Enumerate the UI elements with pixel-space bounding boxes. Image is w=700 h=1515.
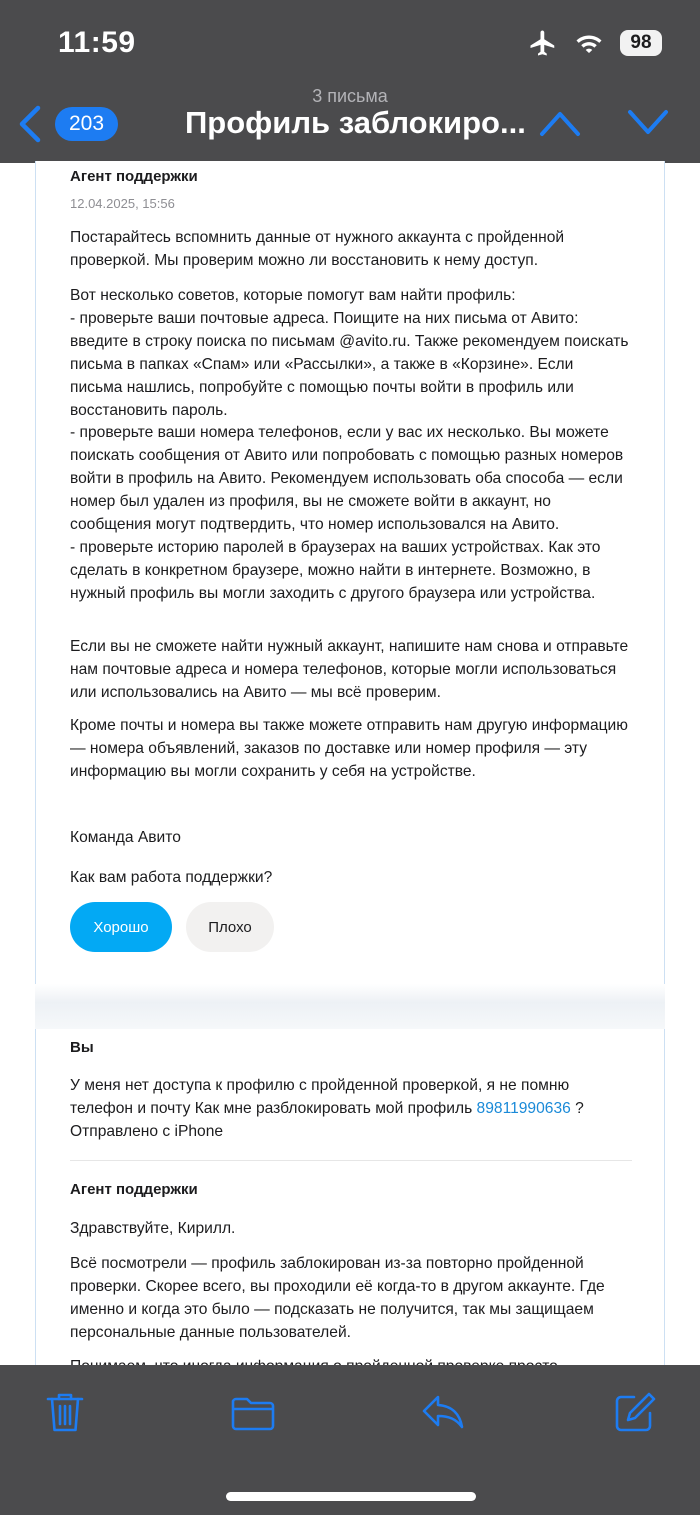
divider — [70, 1160, 632, 1161]
message-paragraph: Постарайтесь вспомнить данные от нужного аккаунта с пройденной проверкой. Мы проверим можно ли восстановить к нему доступ. — [70, 229, 565, 269]
message-paragraph: Всё посмотрели — профиль заблокирован из-за повторно пройденной проверки. Скорее всего, вы проходили её когда-то в другом аккаунте. Где именно и когда это было — подсказать не получится, так мы защищаем персональные данные пользователей. — [70, 1255, 605, 1341]
compose-icon[interactable] — [612, 1389, 658, 1435]
home-indicator[interactable] — [226, 1492, 476, 1501]
airplane-icon — [528, 28, 558, 58]
thread-title: Профиль заблокиро... — [185, 105, 526, 140]
feedback-bad-button[interactable]: Плохо — [186, 902, 274, 952]
message-greeting: Здравствуйте, Кирилл. — [70, 1220, 236, 1237]
message-signature: Команда Авито — [70, 829, 181, 846]
message-thread[interactable] — [0, 163, 700, 1365]
wifi-icon — [574, 30, 604, 56]
feedback-good-button[interactable]: Хорошо — [70, 902, 172, 952]
message-sender: Агент поддержки — [70, 168, 198, 185]
feedback-question: Как вам работа поддержки? — [70, 869, 273, 886]
trash-icon[interactable] — [42, 1389, 88, 1435]
message-sender: Вы — [70, 1039, 94, 1056]
thread-message-count: 3 письма — [312, 86, 388, 106]
message-text: ? — [570, 1099, 584, 1117]
previous-message-chevron-icon[interactable] — [538, 108, 582, 138]
top-navigation-bar — [0, 0, 700, 163]
inbox-count-badge[interactable]: 203 — [55, 107, 118, 141]
folder-icon[interactable] — [230, 1389, 276, 1435]
reply-icon[interactable] — [420, 1389, 466, 1435]
message-paragraph — [70, 1075, 630, 1144]
bottom-toolbar — [0, 1365, 700, 1515]
message-sender: Агент поддержки — [70, 1181, 198, 1198]
message-text: У меня нет доступа к профилю с пройденной проверкой, я не помню телефон и почту Как мне разблокировать мой профиль — [70, 1077, 570, 1117]
back-chevron-icon[interactable] — [14, 104, 46, 144]
message-separator — [35, 984, 665, 1030]
message-paragraph: Если вы не сможете найти нужный аккаунт, напишите нам снова и отправьте нам почтовые адреса и номера телефонов, которые могли использоваться или использовались на Авито — мы всё проверим. — [70, 638, 629, 701]
phone-number-link[interactable]: 89811990636 — [476, 1099, 571, 1117]
message-paragraph: Вот несколько советов, которые помогут вам найти профиль: - проверьте ваши почтовые адреса. Поищите на них письма от Авито: введите в строку поиска по письмам @avito.ru. Также рекомендуем поискать письма в папках «Спам» или «Рассылки», а также в «Корзине». Если письма нашлись, попробуйте с помощью почты войти в профиль или восстановить пароль. - проверьте ваши номера телефонов, если у вас их несколько. Вы можете поискать сообщения от Авито или попробовать с помощью разных номеров войти в профиль на Авито. Рекомендуем использовать оба способа — если номер был удален из профиля, вы не сможете войти в аккаунт, но сообщения могут подтвердить, что номер использовался на Авито. - проверьте историю паролей в браузерах на ваших устройствах. Как это сделать в конкретном браузере, можно найти в интернете. Возможно, в нужный профиль вы могли заходить с другого браузера или устройства. — [70, 287, 629, 602]
message-paragraph: Кроме почты и номера вы также можете отправить нам другую информацию — номера объявлений, заказов по доставке или номер профиля — эту информацию вы могли сохранить у себя на устройстве. — [70, 717, 628, 780]
message-date: 12.04.2025, 15:56 — [70, 196, 175, 211]
message-card-support — [35, 161, 665, 984]
status-icons — [528, 28, 662, 58]
next-message-chevron-icon[interactable] — [626, 108, 670, 138]
sent-from-footer: Отправлено с iPhone — [70, 1122, 224, 1140]
status-time: 11:59 — [58, 26, 136, 59]
battery-level: 98 — [620, 30, 662, 56]
